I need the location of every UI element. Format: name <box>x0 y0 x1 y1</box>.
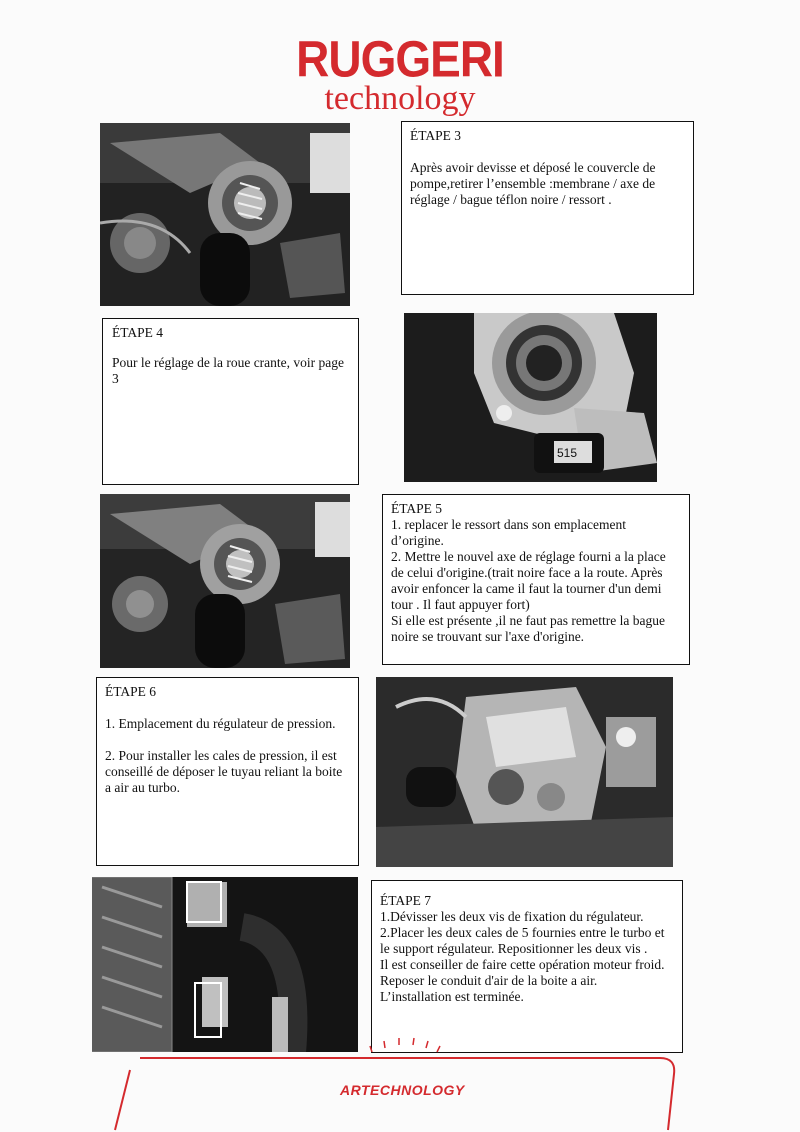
step-3-title: ÉTAPE 3 <box>410 128 462 143</box>
photo-pump-spring <box>100 123 350 306</box>
step-5-line-3: Si elle est présente ,il ne faut pas remettre la bague noire se trouvant sur l'axe d'origine. <box>391 613 666 644</box>
step-3-text: Après avoir devisse et déposé le couvercle de pompe,retirer l’ensemble :membrane / axe de réglage / bague téflon noire / ressort . <box>410 160 656 207</box>
step-7-line-1: 1.Dévisser les deux vis de fixation du régulateur. <box>380 909 644 924</box>
step-7-line-2: 2.Placer les deux cales de 5 fournies entre le turbo et le support régulateur. Repositionner les deux vis . <box>380 925 665 956</box>
step-4-title: ÉTAPE 4 <box>112 325 164 340</box>
step-5-title: ÉTAPE 5 <box>391 501 443 516</box>
step-6-box <box>96 677 359 866</box>
step-5-line-1: 1. replacer le ressort dans son emplacement d’origine. <box>391 517 627 548</box>
footer-decoration <box>0 1030 800 1132</box>
step-6-line-2: 2. Pour installer les cales de pression, il est conseillé de déposer le tuyau reliant la boite a air au turbo. <box>105 748 343 795</box>
step-5-box <box>382 494 690 665</box>
photo-engine-bay <box>376 677 673 867</box>
photo-regulator <box>92 877 358 1052</box>
ruggeri-logo <box>280 30 520 117</box>
step-4-text: Pour le réglage de la roue crante, voir page 3 <box>112 355 345 386</box>
step-7-line-4: Reposer le conduit d'air de la boite a air. <box>380 973 598 988</box>
photo-toothed-wheel <box>404 313 657 482</box>
photo-spring-replaced <box>100 494 350 668</box>
brand-subtitle: technology <box>324 80 476 117</box>
step-7-line-5: L’installation est terminée. <box>380 989 524 1004</box>
step-6-title: ÉTAPE 6 <box>105 684 157 699</box>
step-5-line-2: 2. Mettre le nouvel axe de réglage fourni a la place de celui d'origine.(trait noire face a la route. Après avoir enfoncer la came il faut la tourner d'un demi tour . Il faut appuyer fort) <box>391 549 666 612</box>
brand-name: RUGGERI <box>296 30 504 88</box>
step-7-box <box>371 880 683 1053</box>
step-6-line-1: 1. Emplacement du régulateur de pression. <box>105 716 336 731</box>
part-number-label: 515 <box>557 446 578 460</box>
artechnology-logo: ARTECHNOLOGY <box>340 1082 465 1098</box>
step-7-title: ÉTAPE 7 <box>380 893 432 908</box>
step-4-box <box>102 318 359 485</box>
step-3-box <box>401 121 694 295</box>
step-7-line-3: Il est conseiller de faire cette opération moteur froid. <box>380 957 665 972</box>
